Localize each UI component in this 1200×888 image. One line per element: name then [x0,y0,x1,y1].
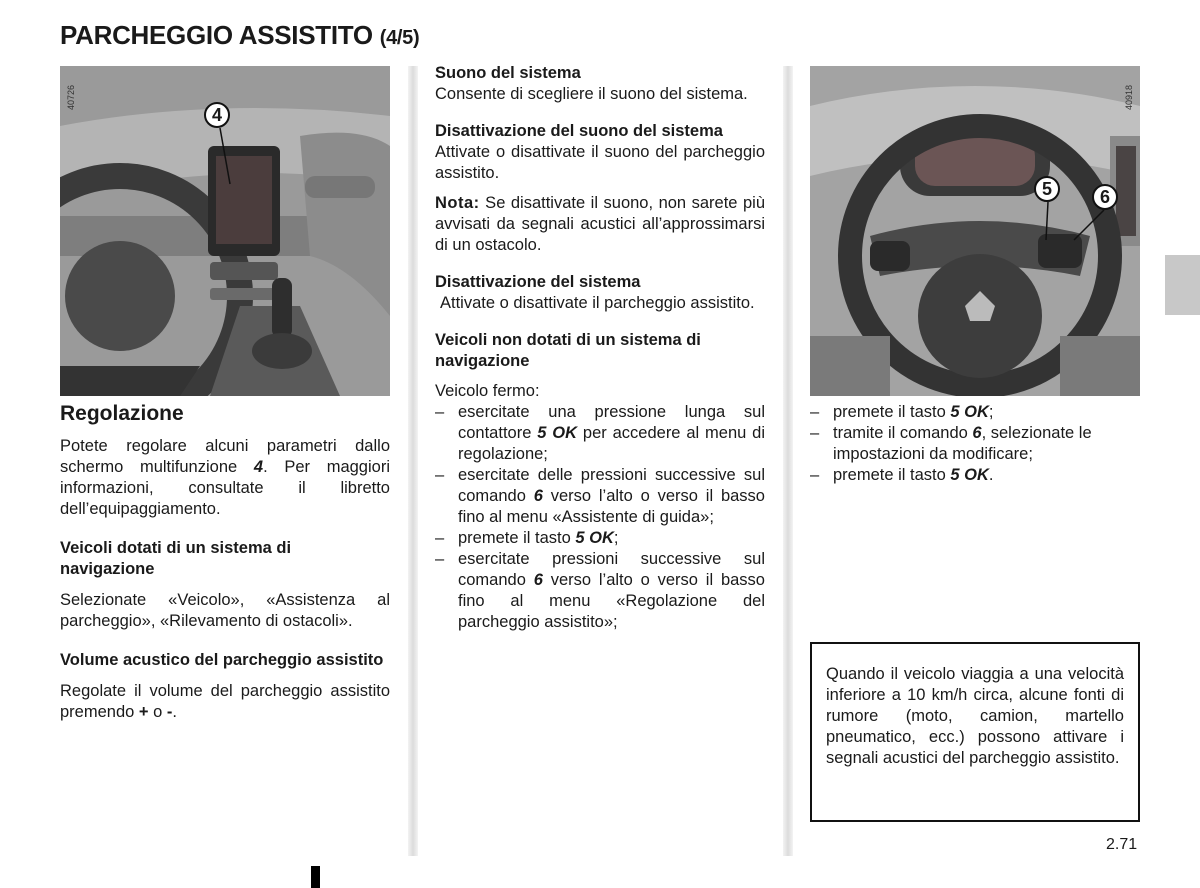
intro-text-1: Potete regolare alcuni parametri dallo schermo multifunzione [60,437,390,476]
bullet-dash: – [435,529,445,547]
bullet-dash: – [435,466,445,484]
column-separator-left [408,66,418,856]
no-nav-heading: Veicoli non dotati di un sistema di navigazione [435,331,701,370]
callout-line-4 [210,126,250,216]
list-item [435,528,765,549]
note-paragraph [435,193,765,256]
right-step-2-key: 6 [972,424,982,442]
page-number: 2.71 [1106,836,1138,853]
right-step-1-key: 5 OK [950,403,989,421]
bullet-dash: – [435,403,445,421]
step-3-text: premete il tasto [458,529,576,547]
right-step-3-rest: . [988,466,994,484]
figure-code-right: 40918 [1124,84,1134,110]
regolazione-intro [60,436,390,520]
note-label: Nota: [435,194,480,212]
step-1-key: 5 OK [537,424,578,442]
step-2 [458,465,765,528]
sound-heading: Suono del sistema [435,64,581,82]
right-step-2-rest: , selezionate le impostazioni da modificare; [833,424,1092,463]
info-box [810,642,1140,822]
crop-mark [311,866,320,888]
title-text: PARCHEGGIO ASSISTITO [60,20,373,50]
chapter-tab [1165,255,1200,315]
intro-ref-4: 4 [253,458,264,476]
step-4-key: 6 [533,571,543,589]
bullet-dash: – [810,424,820,442]
system-off-heading: Disattivazione del sistema [435,273,641,291]
nav-heading: Veicoli dotati di un sistema di navigazione [60,539,292,578]
volume-text-1: Regolate il volume del parcheggio assistito premendo [60,682,390,721]
page-title [60,20,419,51]
step-2-rest: verso l’alto o verso il basso fino al menu «Assistente di guida»; [458,487,765,526]
bullet-dash: – [810,466,820,484]
section-heading-regolazione: Regolazione [60,402,184,425]
figure-code-left: 40726 [66,84,76,110]
bullet-dash: – [810,403,820,421]
volume-text [60,681,390,723]
right-step-3-text: premete il tasto [833,466,951,484]
callout-lines-5-6 [1040,200,1120,260]
column-separator-right [783,66,793,856]
step-2-text: esercitate delle pressioni successive sul comando [458,466,765,505]
right-column [810,402,1140,486]
callout-4: 4 [204,102,230,128]
right-step-2-text: tramite il comando [833,424,973,442]
right-step-3-key: 5 OK [950,466,989,484]
step-2-key: 6 [533,487,543,505]
middle-column [435,63,765,633]
callout-5: 5 [1034,176,1060,202]
callout-6: 6 [1092,184,1118,210]
right-step-1-rest: ; [988,403,994,421]
title-part: (4/5) [379,27,420,49]
nav-text: Selezionate «Veicolo», «Assistenza al parcheggio», «Rilevamento di ostacoli». [60,591,390,630]
mute-text: Attivate o disattivate il suono del parcheggio assistito. [435,143,765,182]
list-item [435,465,765,528]
info-box-text: Quando il veicolo viaggia a una velocità inferiore a 10 km/h circa, alcune fonti di rumore (moto, camion, martello pneumatico, ecc.) possono attivare i segnali acustici del parcheggio assistito. [826,665,1124,767]
mute-heading: Disattivazione del suono del sistema [435,122,723,140]
step-4-text: esercitate pressioni successive sul comando [458,550,765,589]
intro-text-2: . Per maggiori informazioni, consultate il libretto dell’equipaggiamento. [60,458,390,518]
step-3-rest: ; [613,529,619,547]
step-3 [458,528,765,549]
step-1-text: esercitate una pressione lunga sul contattore [458,403,765,442]
system-off-text: Attivate o disattivate il parcheggio assistito. [440,294,755,312]
volume-text-2: o [148,703,167,721]
step-4 [458,549,765,633]
step-4-rest: verso l’alto o verso il basso fino al menu «Regolazione del parcheggio assistito»; [458,571,765,631]
list-item [810,465,1140,486]
list-item [435,402,765,465]
plus-sign: + [138,703,149,721]
right-step-1-text: premete il tasto [833,403,951,421]
right-step-2 [833,423,1140,465]
left-column [60,400,390,723]
bullet-dash: – [435,550,445,568]
vehicle-stopped: Veicolo fermo: [435,382,540,400]
right-step-3 [833,465,1140,486]
note-text: Se disattivate il suono, non sarete più avvisati da segnali acustici all’approssimarsi di un ostacolo. [435,194,765,254]
list-item [810,402,1140,423]
minus-sign: - [166,703,173,721]
step-1 [458,402,765,465]
right-step-1 [833,402,1140,423]
volume-text-3: . [172,703,177,721]
list-item [810,423,1140,465]
step-3-key: 5 OK [575,529,614,547]
sound-text: Consente di scegliere il suono del sistema. [435,85,748,103]
volume-heading: Volume acustico del parcheggio assistito [60,651,384,669]
step-1-rest: per accedere al menu di regolazione; [458,424,766,463]
list-item [435,549,765,633]
